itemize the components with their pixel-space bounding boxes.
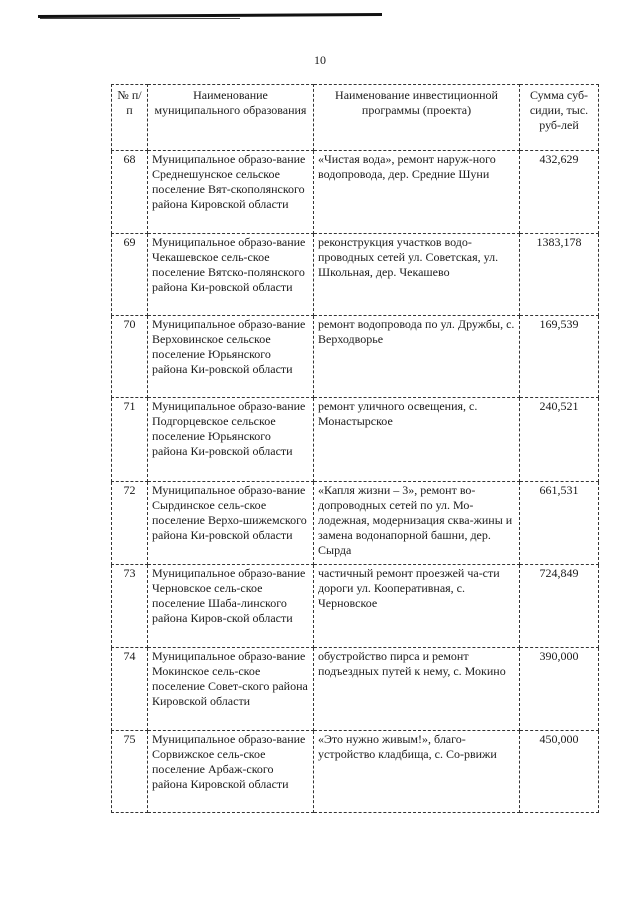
row-num: 68 [112,151,148,234]
row-municipality: Муниципальное образо-вание Черновское сель-ское поселение Шаба-линского района Киров-ской области [148,565,314,648]
row-sum: 661,531 [520,482,599,565]
row-sum: 432,629 [520,151,599,234]
row-num: 71 [112,398,148,482]
table-row [112,398,599,482]
row-num: 73 [112,565,148,648]
table-row [112,151,599,234]
header-program: Наименование инвестиционной программы (проекта) [314,85,520,151]
table-row [112,648,599,731]
table-row [112,234,599,316]
row-sum: 240,521 [520,398,599,482]
header-rule-thin [40,18,240,19]
row-program: ремонт водопровода по ул. Дружбы, с. Верходворье [314,316,520,398]
row-program: «Чистая вода», ремонт наруж-ного водопровода, дер. Средние Шуни [314,151,520,234]
table-header-row [112,85,599,151]
row-sum: 1383,178 [520,234,599,316]
row-program: обустройство пирса и ремонт подъездных путей к нему, с. Мокино [314,648,520,731]
table-row [112,731,599,813]
row-municipality: Муниципальное образо-вание Сорвижское сель-ское поселение Арбаж-ского района Кировской области [148,731,314,813]
row-program: «Капля жизни – 3», ремонт во-допроводных сетей по ул. Мо-лодежная, модернизация сква-жины и замена водонапорной башни, дер. Сырда [314,482,520,565]
table-row [112,482,599,565]
header-num: № п/п [112,85,148,151]
header-sum: Сумма суб-сидии, тыс. руб-лей [520,85,599,151]
row-municipality: Муниципальное образо-вание Сырдинское сель-ское поселение Верхо-шижемского района Ки-ровской области [148,482,314,565]
row-sum: 450,000 [520,731,599,813]
table-row [112,316,599,398]
row-municipality: Муниципальное образо-вание Верховинское сельское поселение Юрьянского района Ки-ровской области [148,316,314,398]
row-sum: 169,539 [520,316,599,398]
row-sum: 724,849 [520,565,599,648]
row-program: ремонт уличного освещения, с. Монастырское [314,398,520,482]
row-num: 70 [112,316,148,398]
header-municipality: Наименование муниципального образования [148,85,314,151]
subsidy-table [111,84,599,813]
row-program: реконструкция участков водо-проводных сетей ул. Советская, ул. Школьная, дер. Чекашево [314,234,520,316]
row-municipality: Муниципальное образо-вание Чекашевское сель-ское поселение Вятско-полянского района Ки-ровской области [148,234,314,316]
row-sum: 390,000 [520,648,599,731]
row-municipality: Муниципальное образо-вание Подгорцевское сельское поселение Юрьянского района Ки-ровской области [148,398,314,482]
row-program: частичный ремонт проезжей ча-сти дороги ул. Кооперативная, с. Черновское [314,565,520,648]
row-num: 74 [112,648,148,731]
row-num: 75 [112,731,148,813]
row-municipality: Муниципальное образо-вание Среднешунское сельское поселение Вят-скополянского района Кировской области [148,151,314,234]
row-program: «Это нужно живым!», благо-устройство кладбища, с. Со-рвижи [314,731,520,813]
row-num: 72 [112,482,148,565]
table-row [112,565,599,648]
page-number: 10 [314,53,326,67]
row-municipality: Муниципальное образо-вание Мокинское сель-ское поселение Совет-ского района Кировской области [148,648,314,731]
row-num: 69 [112,234,148,316]
